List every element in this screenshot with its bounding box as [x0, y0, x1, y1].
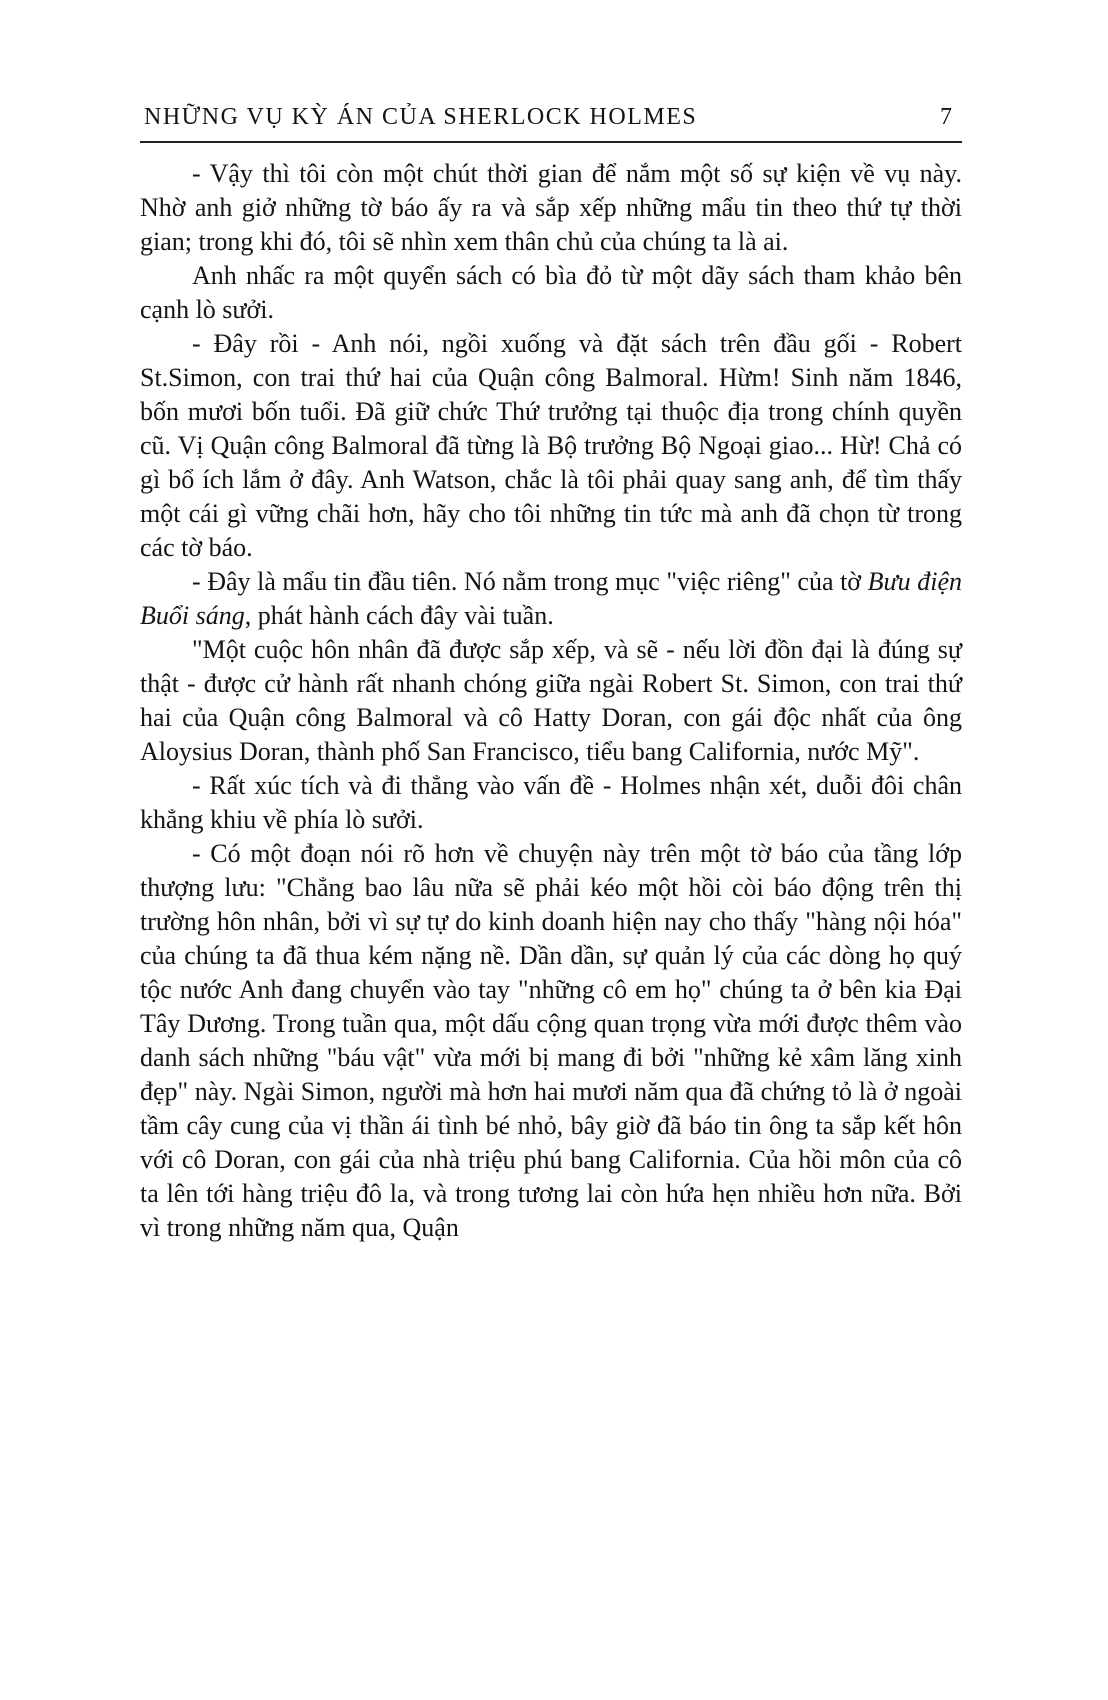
paragraph	[140, 259, 962, 327]
paragraph	[140, 565, 962, 633]
paragraph-run: "Một cuộc hôn nhân đã được sắp xếp, và sẽ - nếu lời đồn đại là đúng sự thật - được cử hành rất nhanh chóng giữa ngài Robert St. Simon, con trai thứ hai của Quận công Balmoral và cô Hatty Doran, con gái độc nhất của ông Aloysius Doran, thành phố San Francisco, tiểu bang California, nước Mỹ".	[140, 635, 962, 766]
paragraph-run: - Đây rồi - Anh nói, ngồi xuống và đặt sách trên đầu gối - Robert St.Simon, con trai thứ hai của Quận công Balmoral. Hừm! Sinh năm 1846, bốn mươi bốn tuổi. Đã giữ chức Thứ trưởng tại thuộc địa trong chính quyền cũ. Vị Quận công Balmoral đã từng là Bộ trưởng Bộ Ngoại giao... Hừ! Chả có gì bổ ích lắm ở đây. Anh Watson, chắc là tôi phải quay sang anh, để tìm thấy một cái gì vững chãi hơn, hãy cho tôi những tin tức mà anh đã chọn từ trong các tờ báo.	[140, 329, 962, 562]
paragraph	[140, 327, 962, 565]
paragraph-run: Anh nhấc ra một quyển sách có bìa đỏ từ một dãy sách tham khảo bên cạnh lò sưởi.	[140, 261, 962, 324]
paragraph-run: - Vậy thì tôi còn một chút thời gian để nắm một số sự kiện về vụ này. Nhờ anh giở những tờ báo ấy ra và sắp xếp những mẩu tin theo thứ tự thời gian; trong khi đó, tôi sẽ nhìn xem thân chủ của chúng ta là ai.	[140, 159, 962, 256]
page-number: 7	[940, 104, 952, 130]
running-title: NHỮNG VỤ KỲ ÁN CỦA SHERLOCK HOLMES	[144, 104, 698, 130]
paragraph-run: - Rất xúc tích và đi thẳng vào vấn đề - Holmes nhận xét, duỗi đôi chân khẳng khiu về phía lò sưởi.	[140, 771, 962, 834]
page-body	[140, 157, 962, 1245]
paragraph-run: - Có một đoạn nói rõ hơn về chuyện này trên một tờ báo của tầng lớp thượng lưu: "Chẳng bao lâu nữa sẽ phải kéo một hồi còi báo động trên thị trường hôn nhân, bởi vì sự tự do kinh doanh hiện nay cho thấy "hàng nội hóa" của chúng ta đã thua kém nặng nề. Dần dần, sự quản lý của các dòng họ quý tộc nước Anh đang chuyển vào tay "những cô em họ" chúng ta ở bên kia Đại Tây Dương. Trong tuần qua, một dấu cộng quan trọng vừa mới được thêm vào danh sách những "báu vật" vừa mới bị mang đi bởi "những kẻ xâm lăng xinh đẹp" này. Ngài Simon, người mà hơn hai mươi năm qua đã chứng tỏ là ở ngoài tầm cây cung của vị thần ái tình bé nhỏ, bây giờ đã báo tin ông ta sắp kết hôn với cô Doran, con gái của nhà triệu phú bang California. Của hồi môn của cô ta lên tới hàng triệu đô la, và trong tương lai còn hứa hẹn nhiều hơn nữa. Bởi vì trong những năm qua, Quận	[140, 839, 962, 1242]
paragraph-run: , phát hành cách đây vài tuần.	[244, 601, 554, 630]
paragraph	[140, 633, 962, 769]
paragraph	[140, 769, 962, 837]
paragraph	[140, 837, 962, 1245]
page-header	[140, 104, 962, 143]
paragraph-run-italic: Bưu điện Buổi sáng	[140, 567, 962, 630]
paragraph-run: - Đây là mẩu tin đầu tiên. Nó nằm trong mục "việc riêng" của tờ	[192, 567, 868, 596]
paragraph	[140, 157, 962, 259]
